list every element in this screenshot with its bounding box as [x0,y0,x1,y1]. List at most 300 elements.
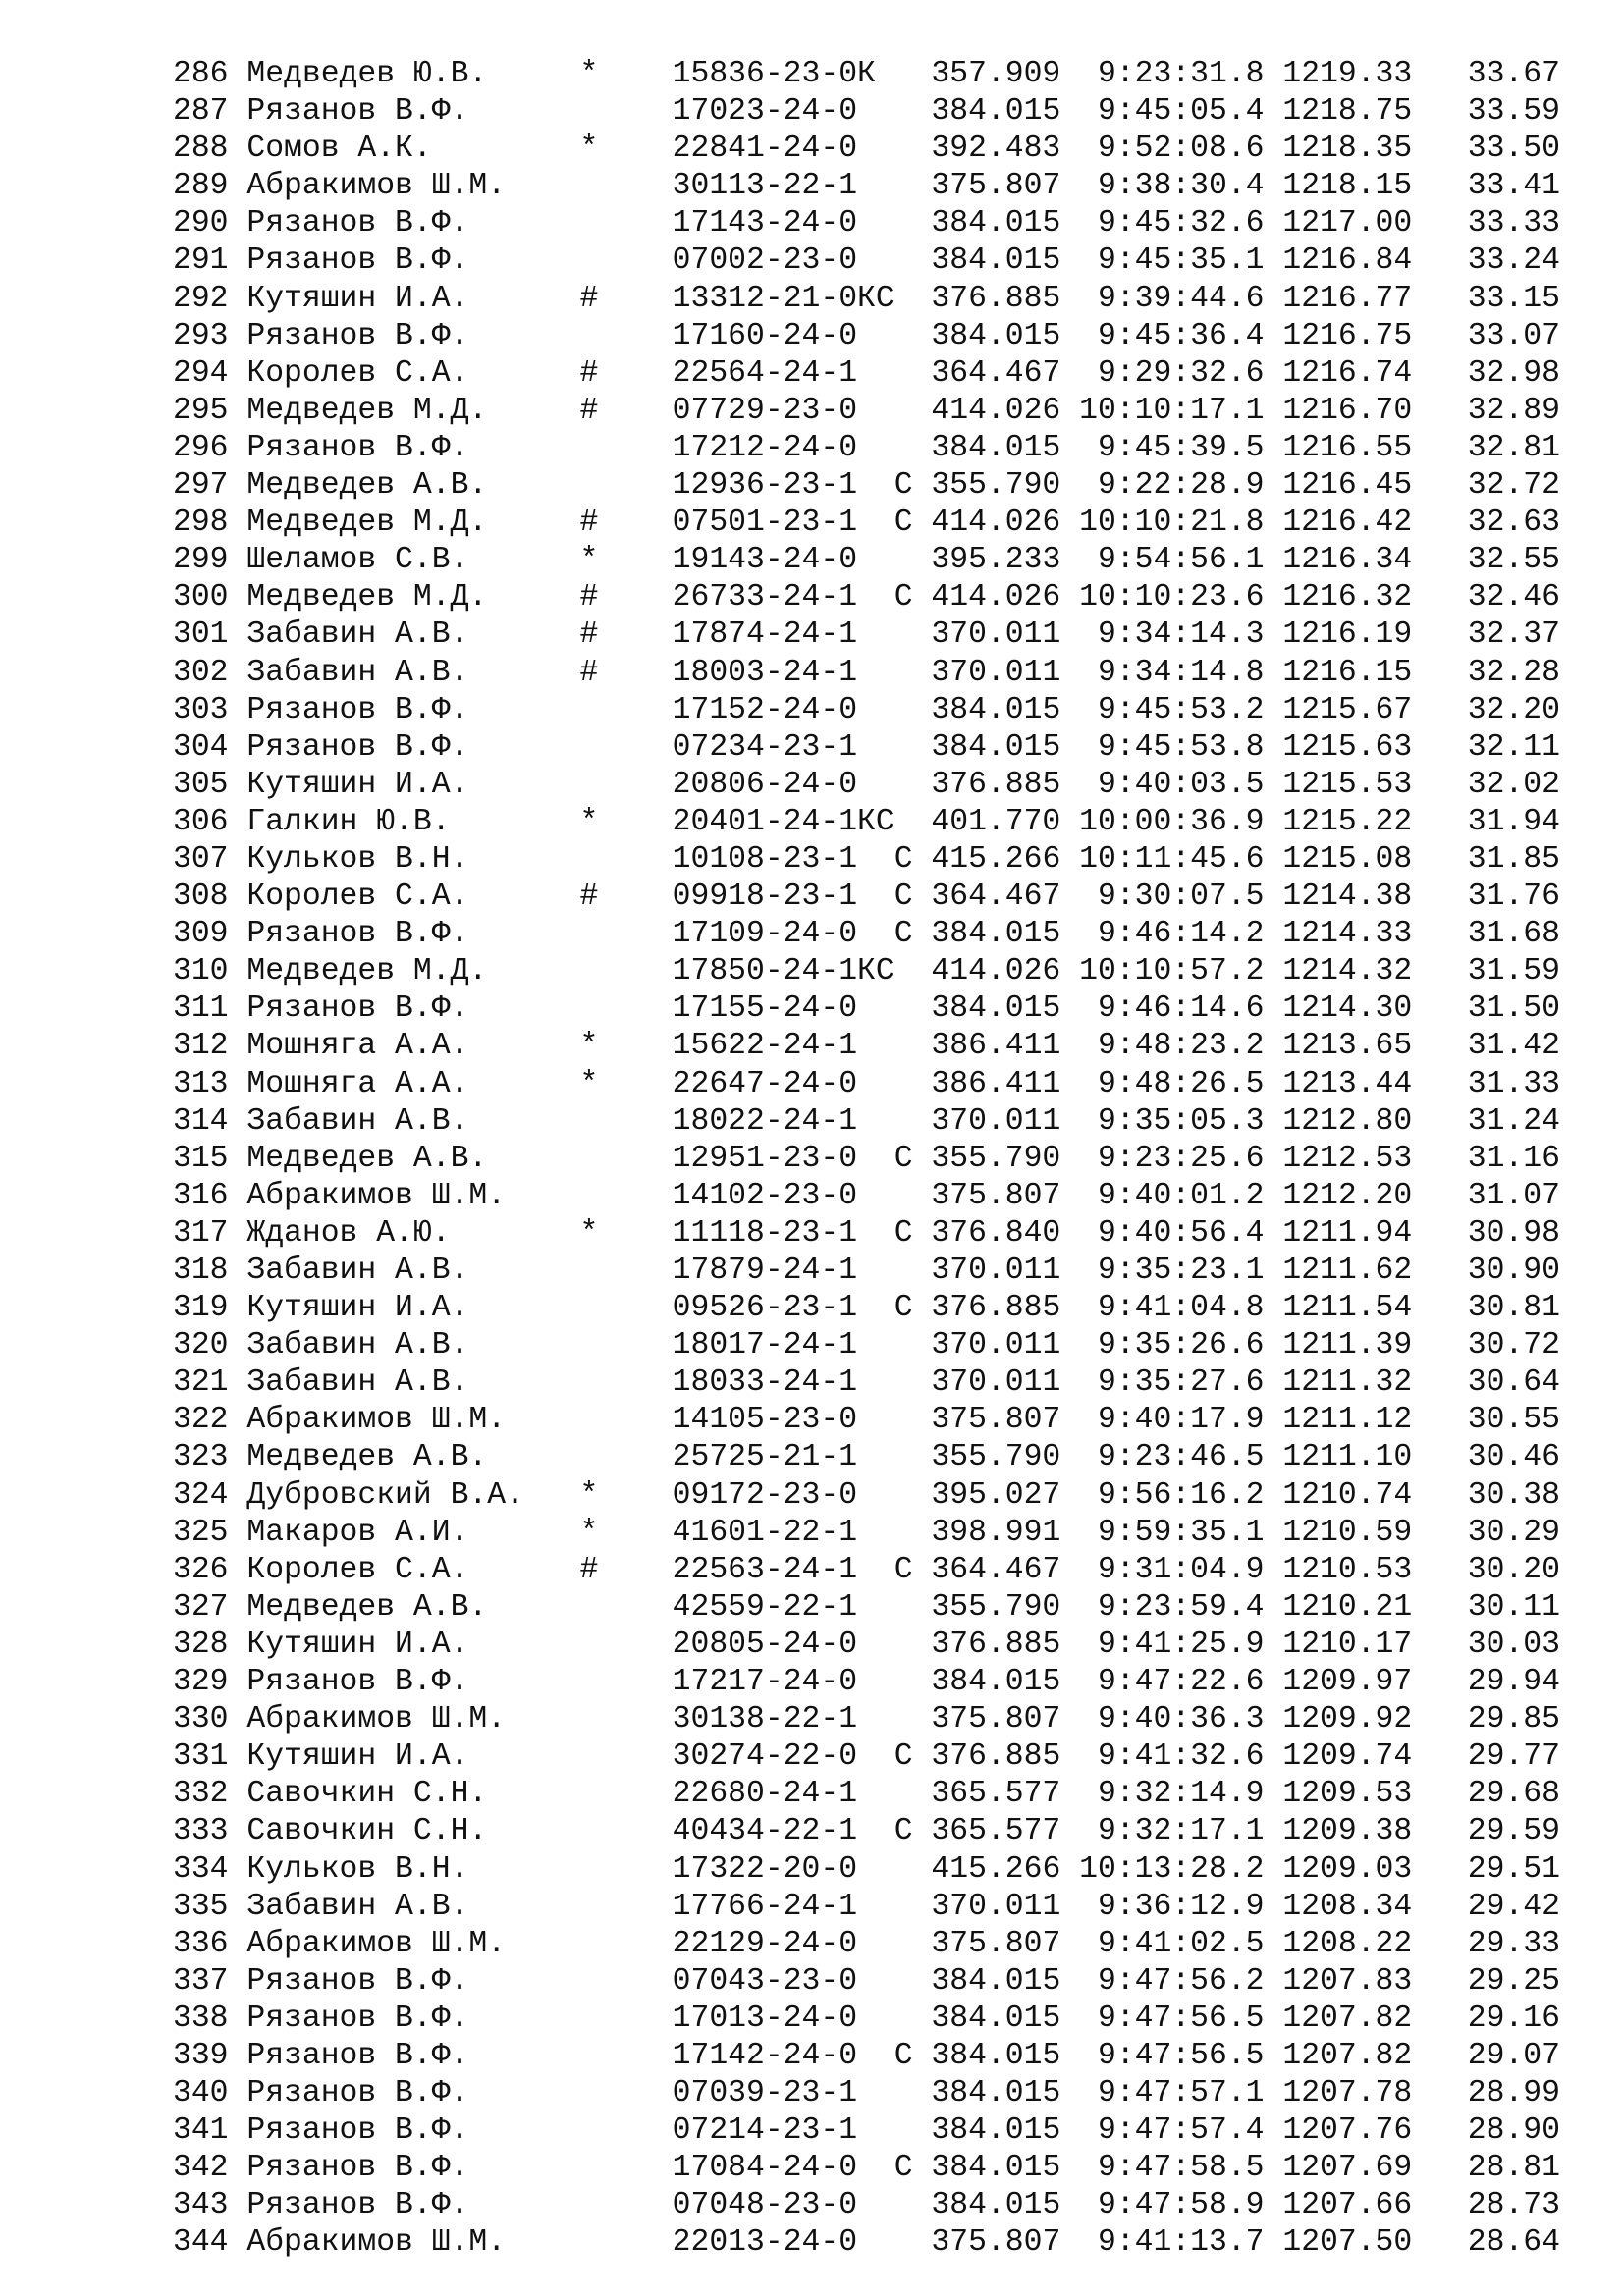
table-row [173,1439,1560,1476]
ring-number: 07214-23-1 [672,2113,858,2149]
speed: 1216.75 [1282,318,1413,353]
speed: 1216.70 [1282,393,1413,428]
fancier-name: Забавин А.В. [246,655,469,690]
arrival-time: 9:23:46.5 [1097,1440,1265,1475]
ring-number: 09526-23-1 [672,1291,858,1326]
distance: 384.015 [931,243,1061,279]
arrival-time: 9:22:28.9 [1097,468,1265,504]
ring-number: 17023-24-0 [672,94,858,130]
speed: 1212.20 [1282,1178,1413,1213]
points: 30.64 [1467,1365,1560,1401]
row-number: 335 [173,1889,229,1924]
fancier-name: Забавин А.В. [246,1328,469,1363]
ring-number: 22129-24-0 [672,1926,858,1961]
points: 31.94 [1467,804,1560,839]
distance: 355.790 [931,1589,1061,1625]
fancier-name: Абракимов Ш.М. [246,1403,507,1438]
row-number: 337 [173,1963,229,1999]
points: 30.38 [1467,1477,1560,1513]
speed: 1211.12 [1282,1403,1413,1438]
points: 30.46 [1467,1440,1560,1475]
ring-number: 18022-24-1 [672,1103,858,1139]
distance: 355.790 [931,1440,1061,1475]
distance: 375.807 [931,1702,1061,1737]
fancier-name: Абракимов Ш.М. [246,1702,507,1737]
speed: 1208.22 [1282,1926,1413,1961]
table-row [173,1776,1560,1813]
sex-flag: С [893,2038,913,2073]
row-number: 343 [173,2188,229,2223]
ring-number: 17155-24-0 [672,991,858,1027]
member-mark: * [579,1515,599,1550]
ring-number: 17142-24-0 [672,2038,858,2073]
sex-flag: С [893,880,913,915]
row-number: 299 [173,543,229,578]
table-row [173,1627,1560,1664]
fancier-name: Рязанов В.Ф. [246,94,469,130]
speed: 1214.30 [1282,991,1413,1027]
ring-number: 22564-24-1 [672,355,858,391]
arrival-time: 9:32:17.1 [1097,1814,1265,1849]
table-row [173,1327,1560,1364]
sex-flag: С [893,1291,913,1326]
distance: 370.011 [931,1103,1061,1139]
row-number: 314 [173,1103,229,1139]
fancier-name: Забавин А.В. [246,1254,469,1288]
ring-number: 18017-24-1 [672,1328,858,1363]
table-row [173,2112,1560,2150]
fancier-name: Медведев М.Д. [246,506,488,541]
speed: 1216.77 [1282,281,1413,316]
row-number: 289 [173,169,229,204]
ring-number: 07729-23-0 [672,393,858,428]
arrival-time: 9:48:26.5 [1097,1066,1265,1101]
speed: 1210.53 [1282,1552,1413,1587]
sex-flag: С [893,1141,913,1176]
arrival-time: 9:59:35.1 [1097,1515,1265,1550]
points: 32.55 [1467,543,1560,578]
distance: 384.015 [931,318,1061,353]
fancier-name: Кутяшин И.А. [246,281,469,316]
fancier-name: Савочкин С.Н. [246,1814,488,1849]
ring-number: 22563-24-1 [672,1552,858,1587]
speed: 1207.66 [1282,2188,1413,2223]
member-mark: # [579,355,599,391]
table-row [173,242,1560,280]
distance: 384.015 [931,1665,1061,1700]
distance: 384.015 [931,991,1061,1027]
table-row [173,1215,1560,1253]
distance: 414.026 [931,954,1061,989]
table-row [173,2187,1560,2224]
row-number: 320 [173,1328,229,1363]
arrival-time: 9:47:56.5 [1097,2001,1265,2036]
sex-flag: С [893,506,913,541]
points: 28.73 [1467,2188,1560,2223]
table-row [173,318,1560,355]
distance: 364.467 [931,1552,1061,1587]
arrival-time: 9:35:05.3 [1097,1103,1265,1139]
speed: 1211.32 [1282,1365,1413,1401]
sex-flag: С [893,1552,913,1587]
ring-number: 17322-20-0 [672,1851,858,1887]
speed: 1211.39 [1282,1328,1413,1363]
ring-number: 09918-23-1 [672,880,858,915]
fancier-name: Рязанов В.Ф. [246,729,469,765]
distance: 364.467 [931,880,1061,915]
arrival-time: 9:35:27.6 [1097,1365,1265,1401]
fancier-name: Кутяшин И.А. [246,767,469,802]
row-number: 302 [173,655,229,690]
speed: 1207.82 [1282,2038,1413,2073]
table-row [173,1141,1560,1178]
fancier-name: Кутяшин И.А. [246,1627,469,1662]
fancier-name: Рязанов В.Ф. [246,2001,469,2036]
arrival-time: 9:41:32.6 [1097,1739,1265,1775]
points: 31.07 [1467,1178,1560,1213]
table-row [173,56,1560,93]
row-number: 306 [173,804,229,839]
arrival-time: 9:45:36.4 [1097,318,1265,353]
distance: 386.411 [931,1066,1061,1101]
ring-number: 09172-23-0 [672,1477,858,1513]
speed: 1208.34 [1282,1889,1413,1924]
arrival-time: 10:11:45.6 [1079,841,1265,877]
table-row [173,393,1560,430]
distance: 384.015 [931,2188,1061,2223]
arrival-time: 9:41:02.5 [1097,1926,1265,1961]
ring-number: 17879-24-1 [672,1254,858,1288]
table-row [173,1402,1560,1439]
fancier-name: Медведев А.В. [246,1440,488,1475]
arrival-time: 9:40:01.2 [1097,1178,1265,1213]
arrival-time: 9:36:12.9 [1097,1889,1265,1924]
fancier-name: Мошняга А.А. [246,1066,469,1101]
speed: 1217.00 [1282,206,1413,241]
row-number: 328 [173,1627,229,1662]
ring-number: 30274-22-0 [672,1739,858,1775]
points: 33.67 [1467,57,1560,91]
distance: 398.991 [931,1515,1061,1550]
table-row [173,953,1560,990]
points: 30.90 [1467,1254,1560,1288]
speed: 1207.78 [1282,2076,1413,2111]
arrival-time: 9:47:56.2 [1097,1963,1265,1999]
table-row [173,729,1560,767]
speed: 1216.19 [1282,617,1413,653]
points: 29.68 [1467,1777,1560,1812]
table-row [173,616,1560,654]
arrival-time: 9:46:14.6 [1097,991,1265,1027]
table-row [173,430,1560,467]
speed: 1209.97 [1282,1665,1413,1700]
speed: 1214.33 [1282,917,1413,952]
member-mark: * [579,1215,599,1251]
distance: 384.015 [931,729,1061,765]
distance: 395.027 [931,1477,1061,1513]
distance: 384.015 [931,1963,1061,1999]
distance: 370.011 [931,617,1061,653]
points: 29.51 [1467,1851,1560,1887]
sex-flag: С [893,468,913,504]
ring-number: 07501-23-1 [672,506,858,541]
table-row [173,542,1560,579]
row-number: 309 [173,917,229,952]
fancier-name: Рязанов В.Ф. [246,206,469,241]
fancier-name: Забавин А.В. [246,617,469,653]
table-row [173,1738,1560,1776]
table-row [173,1178,1560,1215]
table-row [173,1103,1560,1141]
arrival-time: 9:47:22.6 [1097,1665,1265,1700]
points: 30.29 [1467,1515,1560,1550]
row-number: 342 [173,2151,229,2186]
arrival-time: 9:45:53.8 [1097,729,1265,765]
row-number: 296 [173,430,229,465]
distance: 365.577 [931,1777,1061,1812]
ring-number: 14102-23-0 [672,1178,858,1213]
ring-number: 22013-24-0 [672,2225,858,2261]
arrival-time: 10:10:23.6 [1079,580,1265,615]
arrival-time: 9:40:56.4 [1097,1215,1265,1251]
speed: 1210.59 [1282,1515,1413,1550]
fancier-name: Королев С.А. [246,880,469,915]
fancier-name: Медведев А.В. [246,1589,488,1625]
ring-number: 12951-23-0 [672,1141,858,1176]
table-row [173,505,1560,542]
points: 30.55 [1467,1403,1560,1438]
speed: 1213.65 [1282,1029,1413,1064]
distance: 384.015 [931,2151,1061,2186]
arrival-time: 9:47:57.1 [1097,2076,1265,2111]
ring-number: 17217-24-0 [672,1665,858,1700]
table-row [173,1701,1560,1738]
table-row [173,579,1560,616]
points: 29.07 [1467,2038,1560,2073]
speed: 1218.35 [1282,132,1413,167]
table-row [173,281,1560,318]
fancier-name: Забавин А.В. [246,1889,469,1924]
points: 32.37 [1467,617,1560,653]
sex-flag: С [893,1739,913,1775]
speed: 1209.74 [1282,1739,1413,1775]
points: 33.07 [1467,318,1560,353]
table-row [173,804,1560,841]
row-number: 321 [173,1365,229,1401]
table-row [173,1851,1560,1889]
speed: 1210.74 [1282,1477,1413,1513]
speed: 1212.53 [1282,1141,1413,1176]
points: 29.77 [1467,1739,1560,1775]
results-listing [173,56,1560,2263]
fancier-name: Забавин А.В. [246,1103,469,1139]
points: 31.85 [1467,841,1560,877]
row-number: 305 [173,767,229,802]
ring-number: 30138-22-1 [672,1702,858,1737]
speed: 1209.03 [1282,1851,1413,1887]
row-number: 344 [173,2225,229,2261]
arrival-time: 9:45:39.5 [1097,430,1265,465]
arrival-time: 9:34:14.8 [1097,655,1265,690]
fancier-name: Рязанов В.Ф. [246,692,469,727]
row-number: 326 [173,1552,229,1587]
table-row [173,692,1560,729]
speed: 1210.21 [1282,1589,1413,1625]
row-number: 318 [173,1254,229,1288]
row-number: 340 [173,2076,229,2111]
points: 32.98 [1467,355,1560,391]
arrival-time: 10:10:21.8 [1079,506,1265,541]
table-row [173,1364,1560,1402]
distance: 376.885 [931,1627,1061,1662]
fancier-name: Рязанов В.Ф. [246,2038,469,2073]
arrival-time: 9:45:53.2 [1097,692,1265,727]
fancier-name: Рязанов В.Ф. [246,1963,469,1999]
speed: 1207.76 [1282,2113,1413,2149]
distance: 355.790 [931,1141,1061,1176]
points: 33.59 [1467,94,1560,130]
distance: 401.770 [931,804,1061,839]
fancier-name: Медведев М.Д. [246,954,488,989]
speed: 1215.22 [1282,804,1413,839]
points: 32.46 [1467,580,1560,615]
points: 29.59 [1467,1814,1560,1849]
distance: 384.015 [931,2038,1061,2073]
fancier-name: Медведев М.Д. [246,580,488,615]
row-number: 312 [173,1029,229,1064]
speed: 1216.42 [1282,506,1413,541]
distance: 376.885 [931,1291,1061,1326]
table-row [173,1477,1560,1515]
sex-flag: С [893,841,913,877]
arrival-time: 9:47:58.5 [1097,2151,1265,2186]
sex-flag: С [893,2151,913,2186]
distance: 414.026 [931,393,1061,428]
table-row [173,841,1560,879]
points: 30.11 [1467,1589,1560,1625]
fancier-name: Савочкин С.Н. [246,1777,488,1812]
speed: 1209.38 [1282,1814,1413,1849]
table-row [173,1290,1560,1327]
arrival-time: 10:13:28.2 [1079,1851,1265,1887]
points: 30.72 [1467,1328,1560,1363]
distance: 376.840 [931,1215,1061,1251]
points: 32.89 [1467,393,1560,428]
member-mark: # [579,506,599,541]
ring-number: 25725-21-1 [672,1440,858,1475]
ring-number: 13312-21-0КС [672,281,894,316]
member-mark: * [579,804,599,839]
ring-number: 41601-22-1 [672,1515,858,1550]
member-mark: # [579,580,599,615]
arrival-time: 9:23:31.8 [1097,57,1265,91]
ring-number: 07048-23-0 [672,2188,858,2223]
points: 33.15 [1467,281,1560,316]
table-row [173,2150,1560,2187]
member-mark: # [579,281,599,316]
arrival-time: 9:23:25.6 [1097,1141,1265,1176]
row-number: 317 [173,1215,229,1251]
points: 29.85 [1467,1702,1560,1737]
speed: 1216.32 [1282,580,1413,615]
table-row [173,93,1560,131]
arrival-time: 9:45:05.4 [1097,94,1265,130]
arrival-time: 9:47:56.5 [1097,2038,1265,2073]
ring-number: 20805-24-0 [672,1627,858,1662]
row-number: 293 [173,318,229,353]
table-row [173,168,1560,205]
distance: 376.885 [931,767,1061,802]
arrival-time: 9:30:07.5 [1097,880,1265,915]
fancier-name: Рязанов В.Ф. [246,2151,469,2186]
arrival-time: 9:45:32.6 [1097,206,1265,241]
arrival-time: 9:29:32.6 [1097,355,1265,391]
table-row [173,655,1560,692]
distance: 375.807 [931,1926,1061,1961]
points: 33.50 [1467,132,1560,167]
arrival-time: 9:40:36.3 [1097,1702,1265,1737]
speed: 1219.33 [1282,57,1413,91]
row-number: 330 [173,1702,229,1737]
points: 30.03 [1467,1627,1560,1662]
arrival-time: 10:00:36.9 [1079,804,1265,839]
table-row [173,2038,1560,2075]
arrival-time: 9:23:59.4 [1097,1589,1265,1625]
arrival-time: 10:10:57.2 [1079,954,1265,989]
table-row [173,1552,1560,1589]
fancier-name: Шеламов С.В. [246,543,469,578]
table-row [173,1253,1560,1290]
points: 28.81 [1467,2151,1560,2186]
ring-number: 15836-23-0К [672,57,876,91]
arrival-time: 9:56:16.2 [1097,1477,1265,1513]
distance: 376.885 [931,281,1061,316]
member-mark: * [579,1029,599,1064]
distance: 370.011 [931,655,1061,690]
speed: 1211.54 [1282,1291,1413,1326]
distance: 376.885 [931,1739,1061,1775]
row-number: 290 [173,206,229,241]
arrival-time: 9:32:14.9 [1097,1777,1265,1812]
ring-number: 17160-24-0 [672,318,858,353]
points: 31.33 [1467,1066,1560,1101]
points: 29.25 [1467,1963,1560,1999]
member-mark: * [579,1477,599,1513]
row-number: 300 [173,580,229,615]
member-mark: * [579,543,599,578]
sex-flag: С [893,917,913,952]
speed: 1218.75 [1282,94,1413,130]
distance: 375.807 [931,1403,1061,1438]
row-number: 324 [173,1477,229,1513]
speed: 1215.53 [1282,767,1413,802]
fancier-name: Кульков В.Н. [246,841,469,877]
points: 33.33 [1467,206,1560,241]
points: 29.16 [1467,2001,1560,2036]
ring-number: 07234-23-1 [672,729,858,765]
fancier-name: Рязанов В.Ф. [246,2113,469,2149]
row-number: 286 [173,57,229,91]
speed: 1216.55 [1282,430,1413,465]
fancier-name: Медведев Ю.В. [246,57,488,91]
fancier-name: Мошняга А.А. [246,1029,469,1064]
row-number: 310 [173,954,229,989]
points: 32.11 [1467,729,1560,765]
speed: 1216.74 [1282,355,1413,391]
speed: 1211.10 [1282,1440,1413,1475]
row-number: 315 [173,1141,229,1176]
ring-number: 17874-24-1 [672,617,858,653]
